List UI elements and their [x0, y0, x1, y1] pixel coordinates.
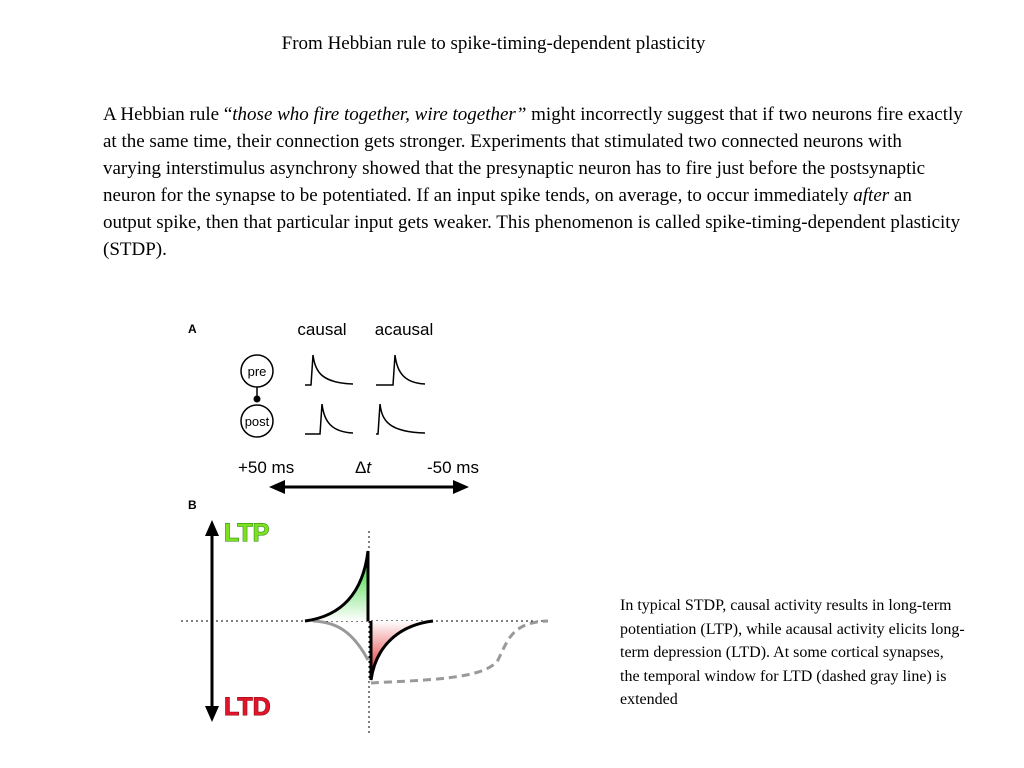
delta-symbol: Δ: [354, 458, 367, 477]
intro-part1: A Hebbian rule “: [103, 104, 233, 125]
synapse-dot: [254, 396, 261, 403]
figure-caption: In typical STDP, causal activity results in long-term potentiation (LTP), while acausal activity elicits long-term depression (LTD). At some cortical synapses, the temporal window for LTD (dashed gray line) is extended: [620, 597, 965, 708]
ltp-label: LTP: [224, 519, 270, 547]
causal-post-spike: [305, 404, 353, 434]
timing-double-arrow: [269, 480, 469, 494]
ltd-label: LTD: [224, 693, 271, 721]
right-limit-label: -50 ms: [427, 458, 479, 477]
slide-title: From Hebbian rule to spike-timing-dependent plasticity: [281, 33, 706, 54]
delta-t-label: [355, 458, 372, 477]
panel-a: [188, 320, 479, 494]
delta-var: t: [366, 458, 372, 477]
panel-b-label: B: [188, 498, 197, 512]
causal-pre-spike: [305, 355, 353, 385]
acausal-post-spike: [376, 404, 425, 434]
panel-a-label: A: [188, 322, 197, 336]
intro-part3: an output spike, then that particular input gets weaker. This phenomenon is called spike-timing-dependent plasticity (STDP).: [103, 185, 961, 260]
left-limit-label: +50 ms: [238, 458, 295, 477]
post-label: post: [244, 414, 270, 429]
acausal-label: acausal: [374, 320, 434, 339]
panel-b: [181, 498, 548, 736]
intro-part2: might incorrectly suggest that if two neurons fire exactly at the same time, their connection gets stronger. Experiments that stimulated two connected neurons with varying interstimulus asynchrony showed that the presynaptic neuron has to fire just before the postsynaptic neuron for the synapse to be potentiated. If an input spike tends, on average, to occur immediately: [103, 104, 963, 206]
intro-quote: those who fire together, wire together”: [232, 104, 527, 125]
gray-ltp-curve: [313, 621, 368, 660]
causal-label: causal: [297, 320, 347, 339]
intro-emph: after: [853, 185, 890, 206]
acausal-pre-spike: [376, 355, 425, 385]
pre-label: pre: [247, 364, 267, 379]
